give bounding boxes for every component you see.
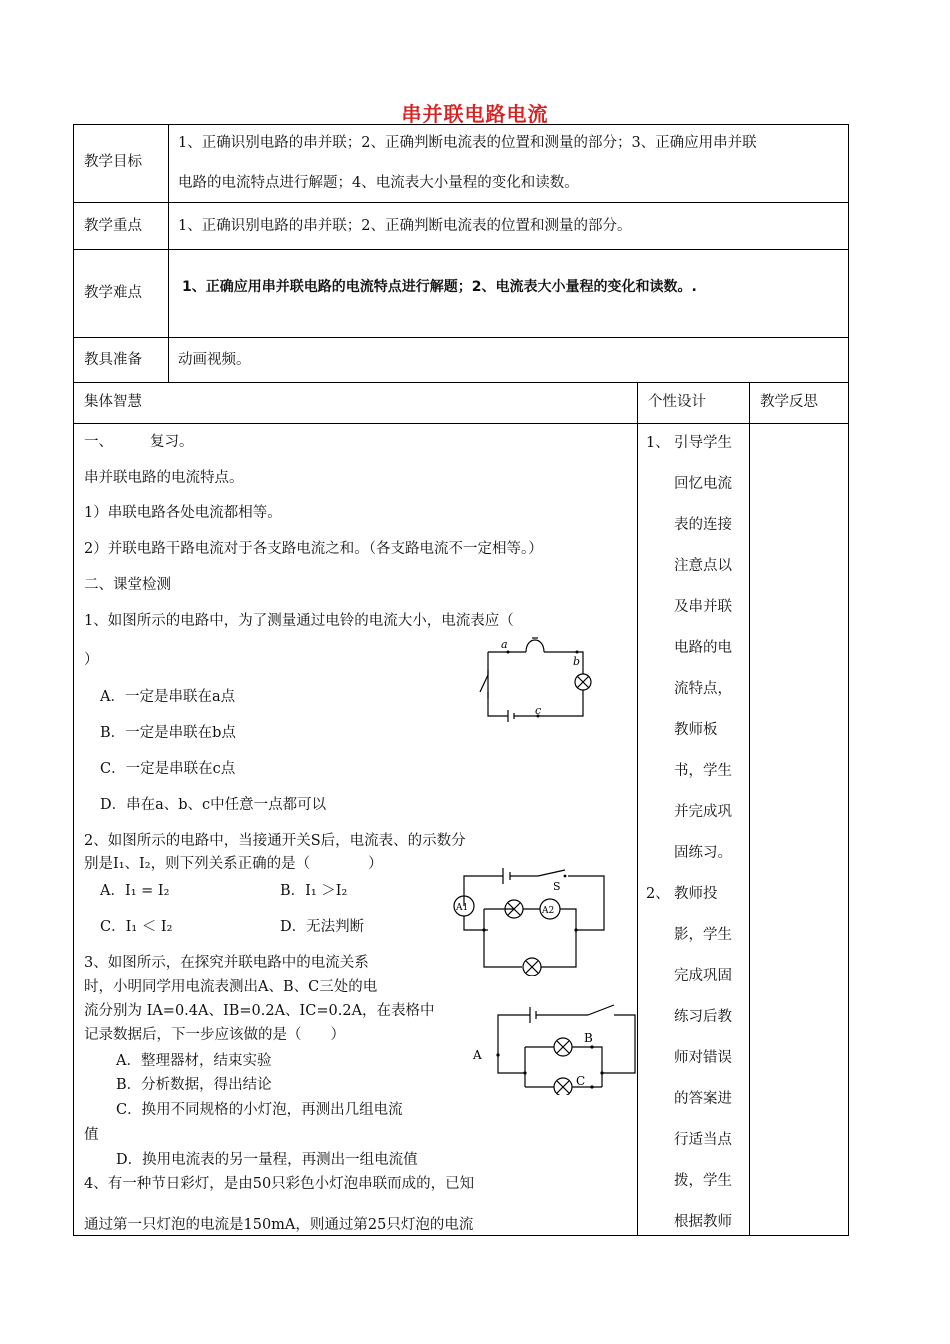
design-item1-line: 注意点以 bbox=[674, 558, 732, 574]
header-design: 个性设计 bbox=[648, 394, 706, 410]
test-title: 二、课堂检测 bbox=[84, 577, 171, 593]
difficulty-label: 教学难点 bbox=[84, 285, 142, 301]
design-item2-line: 行适当点 bbox=[674, 1132, 732, 1148]
design-item2-line: 的答案进 bbox=[674, 1091, 732, 1107]
circuit2-label-a2: A2 bbox=[542, 906, 555, 916]
design-item1-line: 表的连接 bbox=[674, 517, 732, 533]
q1-stem-line2: ） bbox=[84, 652, 99, 668]
tools-text: 动画视频。 bbox=[178, 352, 251, 368]
review-point-2: 2）并联电路干路电流对于各支路电流之和。（各支路电流不一定相等。） bbox=[84, 541, 543, 557]
circuit-diagram-1 bbox=[470, 630, 610, 725]
design-item2-line: 拨，学生 bbox=[674, 1173, 732, 1189]
goal-label: 教学目标 bbox=[84, 154, 142, 170]
q1-stem-line1: 1、如图所示的电路中，为了测量通过电铃的电流大小，电流表应（ bbox=[84, 613, 514, 629]
design-item1-line: 流特点， bbox=[674, 681, 732, 697]
design-item1-line: 教师板 bbox=[674, 722, 718, 738]
header-reflection: 教学反思 bbox=[760, 394, 818, 410]
page-title: 串并联电路电流 bbox=[401, 102, 549, 126]
circuit2-label-s: S bbox=[553, 880, 561, 893]
tools-label: 教具准备 bbox=[84, 352, 142, 368]
design-item2-line: 师对错误 bbox=[674, 1050, 732, 1066]
review-intro: 串并联电路的电流特点。 bbox=[84, 470, 244, 486]
q2-stem-line2: 别是I₁、I₂，则下列关系正确的是（ ） bbox=[84, 856, 383, 872]
q1-option-d: D．串在a、b、c中任意一点都可以 bbox=[100, 797, 327, 813]
key-text: 1、正确识别电路的串并联；2、正确判断电流表的位置和测量的部分。 bbox=[178, 218, 632, 234]
q2-option-d: D．无法判断 bbox=[280, 919, 365, 935]
design-item2-line: 影，学生 bbox=[674, 927, 732, 943]
q2-option-b: B．I₁ ＞I₂ bbox=[280, 883, 348, 899]
q3-stem-line4: 记录数据后，下一步应该做的是（ ） bbox=[84, 1027, 345, 1043]
q1-option-c: C．一定是串联在c点 bbox=[100, 761, 236, 777]
design-item2-line: 练习后教 bbox=[674, 1009, 732, 1025]
goal-text-line2: 电路的电流特点进行解题；4、电流表大小量程的变化和读数。 bbox=[178, 175, 579, 191]
circuit1-label-c: c bbox=[535, 704, 542, 717]
q1-option-b: B．一定是串联在b点 bbox=[100, 725, 236, 741]
circuit3-label-c: C bbox=[576, 1074, 586, 1088]
q3-option-a: A．整理器材，结束实验 bbox=[116, 1053, 272, 1069]
circuit1-label-a: a bbox=[501, 638, 508, 651]
q3-stem-line1: 3、如图所示，在探究并联电路中的电流关系 bbox=[84, 955, 369, 971]
q2-stem-line1: 2、如图所示的电路中，当接通开关S后，电流表、的示数分 bbox=[84, 833, 466, 849]
key-label: 教学重点 bbox=[84, 218, 142, 234]
design-item1-line: 书，学生 bbox=[674, 763, 732, 779]
circuit-diagram-2 bbox=[448, 862, 608, 976]
design-item1-line: 回忆电流 bbox=[674, 476, 732, 492]
design-item1-line: 引导学生 bbox=[674, 435, 732, 451]
design-item1-num: 1、 bbox=[646, 435, 670, 451]
q3-option-c-cont: 值 bbox=[84, 1127, 99, 1143]
q3-stem-line2: 时，小明同学用电流表测出A、B、C三处的电 bbox=[84, 979, 378, 995]
circuit3-label-b: B bbox=[584, 1031, 593, 1045]
review-point-1: 1）串联电路各处电流都相等。 bbox=[84, 505, 282, 521]
circuit3-label-a: A bbox=[473, 1048, 482, 1062]
difficulty-text: 1、正确应用串并联电路的电流特点进行解题；2、电流表大小量程的变化和读数。. bbox=[182, 279, 697, 295]
circuit-diagram-3 bbox=[470, 995, 640, 1095]
design-item1-line: 电路的电 bbox=[674, 640, 732, 656]
design-item1-line: 固练习。 bbox=[674, 845, 732, 861]
design-item2-num: 2、 bbox=[646, 886, 670, 902]
q1-option-a: A．一定是串联在a点 bbox=[100, 689, 236, 705]
q3-option-d: D．换用电流表的另一量程，再测出一组电流值 bbox=[116, 1152, 418, 1168]
q3-option-b: B．分析数据，得出结论 bbox=[116, 1077, 272, 1093]
circuit2-label-a1: A1 bbox=[456, 903, 469, 913]
q2-option-a: A．I₁ = I₂ bbox=[100, 883, 170, 899]
q3-stem-line3: 流分别为 IA=0.4A、IB=0.2A、IC=0.2A，在表格中 bbox=[84, 1003, 435, 1019]
design-item1-line: 并完成巩 bbox=[674, 804, 732, 820]
design-item1-line: 及串并联 bbox=[674, 599, 732, 615]
q4-stem-line2: 通过第一只灯泡的电流是150mA，则通过第25只灯泡的电流 bbox=[84, 1217, 474, 1233]
q2-option-c: C．I₁ ＜ I₂ bbox=[100, 919, 173, 935]
q3-option-c: C．换用不同规格的小灯泡，再测出几组电流 bbox=[116, 1102, 403, 1118]
design-item2-line: 根据教师 bbox=[674, 1214, 732, 1230]
design-item2-line: 完成巩固 bbox=[674, 968, 732, 984]
goal-text-line1: 1、正确识别电路的串并联；2、正确判断电流表的位置和测量的部分；3、正确应用串并联 bbox=[178, 135, 757, 151]
review-num: 一、 bbox=[84, 434, 113, 450]
design-item2-line: 教师投 bbox=[674, 886, 718, 902]
review-title: 复习。 bbox=[150, 434, 194, 450]
circuit1-label-b: b bbox=[573, 655, 581, 668]
header-collective: 集体智慧 bbox=[84, 394, 142, 410]
q4-stem-line1: 4、有一种节日彩灯，是由50只彩色小灯泡串联而成的，已知 bbox=[84, 1176, 475, 1192]
